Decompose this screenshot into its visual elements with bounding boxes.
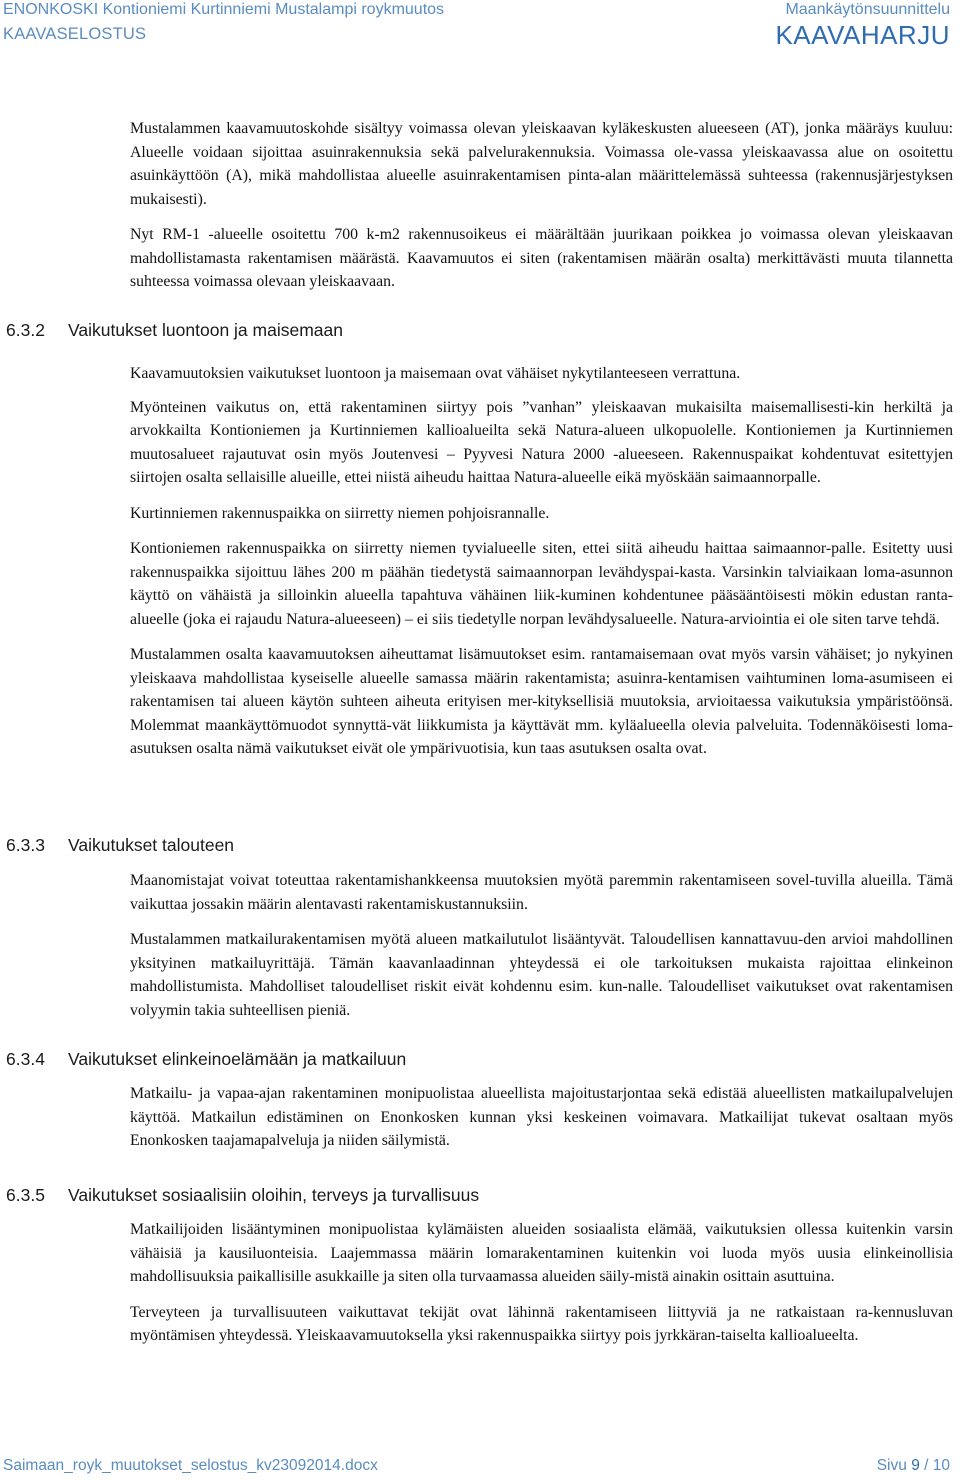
section-heading-6-3-5 (6, 1185, 479, 1206)
paragraph: Myönteinen vaikutus on, että rakentaminen siirtyy pois ”vanhan” yleiskaavan mukaisilta maisemallisesti-kin herkiltä ja arvokkailta Kontioniemen ja Kurtinniemen kallioalueilta sekä Natura-alueen ulkopuolelle. Kontioniemen ja Kurtinniemen muutosalueet rajautuvat osin myös Joutenvesi – Pyyvesi Natura 2000 -alueeseen. Rakennuspaikat kohdentuvat esitettyjen siirtojen osalta sellaisille alueille, ettei niistä aiheudu haittaa Natura-alueelle eikä myöskään saimaannorpalle. (130, 398, 953, 486)
intro-section (130, 117, 953, 294)
section-number: 6.3.4 (6, 1049, 45, 1069)
paragraph: Matkailu- ja vapaa-ajan rakentaminen monipuolistaa alueellista majoitustarjontaa sekä edistää alueellisten matkailupalvelujen käyttöä. Matkailun edistäminen on Enonkosken kunnan yksi keskeinen voimavara. Matkailijat tukevat osaltaan myös Enonkosken taajamapalveluja ja niiden säilymistä. (130, 1085, 953, 1149)
header-company-name: KAAVAHARJU (775, 20, 950, 50)
section-number: 6.3.3 (6, 835, 45, 855)
section-body-6-3-5 (130, 1218, 953, 1348)
footer-page-number (877, 1457, 950, 1475)
paragraph: Kontioniemen rakennuspaikka on siirretty niemen tyvialueelle siten, ettei siitä aiheudu haittaa saimaannor-palle. Esitetty uusi rakennuspaikka sijoittuu lähes 200 m päähän tiedetystä saimaannorpan levähdyspai-kasta. Varsinkin talviaikaan loma-asunnon käyttö on vähäistä ja silloinkin alueella tapahtuva vähäinen liik-kuminen kohdentunee pääsääntöisesti mökin edustan ranta-alueelle (joka ei rajaudu Natura-alueeseen) – ei siis tiedetylle norpan levähdysalueelle. Natura-arviointia ei ole siten tarve tehdä. (130, 540, 953, 628)
header-document-title: ENONKOSKI Kontioniemi Kurtinniemi Mustalampi roykmuutos (3, 1, 445, 18)
section-title: Vaikutukset talouteen (68, 835, 235, 855)
paragraph: Nyt RM-1 -alueelle osoitettu 700 k-m2 rakennusoikeus ei määrältään juurikaan poikkea jo voimassa olevan yleiskaavan mahdollistamasta rakentamisen määrästä. Kaavamuutos ei siten (rakentamisen määrän osalta) merkittävästi muuta tilannetta suhteessa voimassa olevaan yleiskaavaan. (130, 226, 953, 290)
footer-filename: Saimaan_royk_muutokset_selostus_kv23092014.docx (3, 1457, 378, 1474)
section-heading-6-3-4 (6, 1049, 406, 1070)
section-title: Vaikutukset sosiaalisiin oloihin, terveys ja turvallisuus (68, 1185, 480, 1205)
paragraph: Terveyteen ja turvallisuuteen vaikuttavat tekijät ovat lähinnä rakentamiseen liittyviä ja ne ratkaistaan ra-kennusluvan myöntämisen yhteydessä. Yleiskaavamuutoksella yksi rakennuspaikka siirtyy pois jyrkkäran-taiselta kallioalueelta. (130, 1303, 953, 1344)
paragraph: Kurtinniemen rakennuspaikka on siirretty niemen pohjoisrannalle. (130, 504, 550, 522)
section-body-6-3-2 (130, 362, 953, 761)
page-separator: / (924, 1457, 929, 1474)
paragraph: Mustalammen osalta kaavamuutoksen aiheuttamat lisämuutokset esim. rantamaisemaan ovat myös varsin vähäiset; jo nykyinen yleiskaava mahdollistaa kyseiselle alueelle samassa määrin rakentamista; asuinra-kentamisen vaihtuminen loma-asumiseen ei rakentamisen tai alueen käytön suhteen aiheuta erityisen mer-kityksellisiä muutoksia, arvioitaessa vaikutuksia ympäristöönsä. Molemmat maankäyttömuodot synnyttä-vät liikkumista ja käyttävät mm. kyläalueella olevia palveluita. Todennäköisesti loma-asutuksen osalta nämä vaikutukset eivät ole ympärivuotisia, kun taas asutuksen osalta ovat. (130, 646, 953, 757)
section-body-6-3-3 (130, 869, 953, 1022)
paragraph: Mustalammen matkailurakentamisen myötä alueen matkailutulot lisääntyvät. Taloudellisen kannattavuu-den arvioi mahdollinen yksityinen matkailuyrittäjä. Tämän kaavanlaadinnan yhteydessä ei ole tarkoituksen mukaista rajoittaa elinkeinon mahdollistumista. Mahdolliset taloudelliset riskit eivät kohdennu esim. kun-nalle. Taloudelliset vaikutukset ovat rakentamisen volyymin takia suhteellisen pieniä. (130, 931, 953, 1019)
paragraph: Kaavamuutoksien vaikutukset luontoon ja maisemaan ovat vähäiset nykytilanteeseen verrattuna. (130, 365, 741, 382)
header-company-subtitle: Maankäytönsuunnittelu (785, 1, 950, 18)
section-number: 6.3.2 (6, 320, 45, 340)
section-heading-6-3-2 (6, 320, 343, 341)
page-total: 10 (932, 1457, 950, 1474)
paragraph: Matkailijoiden lisääntyminen monipuolistaa kylämäisten alueiden sosiaalista elämää, vaikutuksien ollessa kuitenkin varsin vähäisiä ja kausiluonteisia. Laajemmassa määrin lomarakentaminen kuitenkin voi luoda myös uusia elinkeinollisia mahdollisuuksia paikallisille asukkaille ja siten olla turvaamassa alueiden säily-mistä ainakin osittain asuttuina. (130, 1221, 953, 1285)
section-number: 6.3.5 (6, 1185, 45, 1205)
section-body-6-3-4 (130, 1082, 953, 1153)
paragraph: Maanomistajat voivat toteuttaa rakentamishankkeensa muutoksien myötä paremmin rakentamiseen sovel-tuvilla alueilla. Tämä vaikuttaa jossakin määrin alentavasti rakentamiskustannuksiin. (130, 872, 953, 913)
section-title: Vaikutukset luontoon ja maisemaan (68, 320, 343, 340)
paragraph: Mustalammen kaavamuutoskohde sisältyy voimassa olevan yleiskaavan kyläkeskusten alueeseen (AT), jonka määräys kuuluu: Alueelle voidaan sijoittaa asuinrakennuksia sekä palvelurakennuksia. Voimassa ole-vassa yleiskaavassa alue on osoitettu asuinkäyttöön (A), mikä mahdollistaa alueelle asuinrakentamisen pinta-alan määrittelemässä suhteessa (rakennusjärjestyksen mukaisesti). (130, 120, 953, 208)
page-label: Sivu (876, 1457, 907, 1474)
page-current: 9 (911, 1457, 920, 1474)
header-document-type: KAAVASELOSTUS (3, 25, 147, 43)
section-title: Vaikutukset elinkeinoelämään ja matkailuun (68, 1049, 407, 1069)
section-heading-6-3-3 (6, 835, 234, 856)
